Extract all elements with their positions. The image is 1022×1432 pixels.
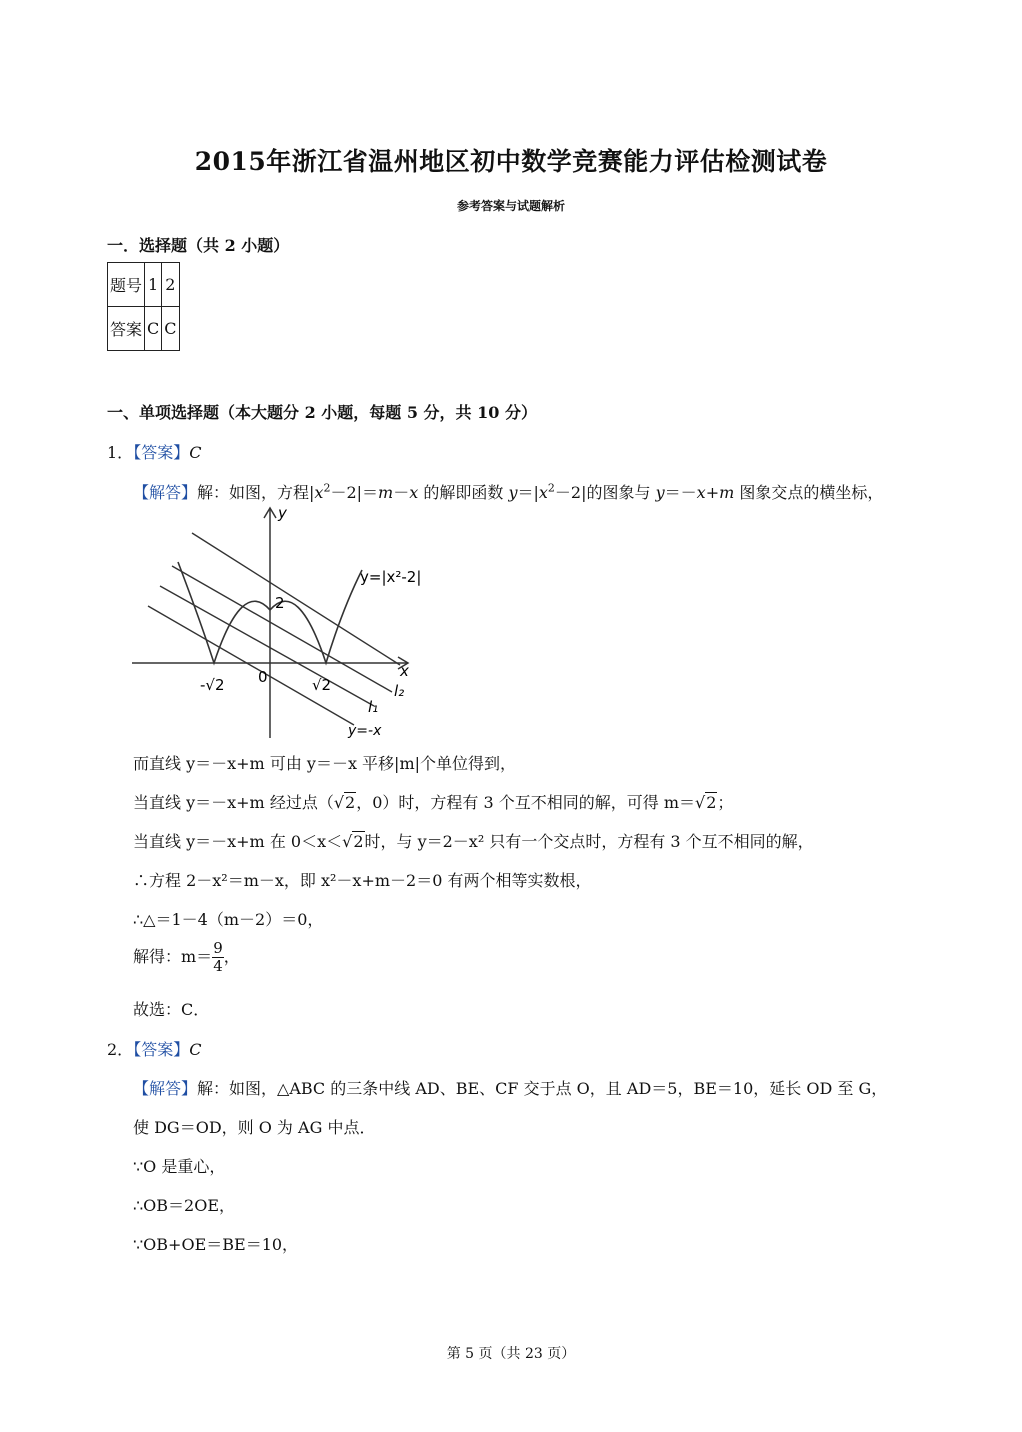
radicand: 2 [353,832,364,851]
section-heading-single: 一、单项选择题（本大题分 2 小题，每题 5 分，共 10 分） [107,403,537,422]
q2-number: 2． [107,1040,134,1059]
sqrt-expr: √2 [333,793,356,812]
radicand: 2 [706,793,717,812]
line-y-neg-x [148,606,354,725]
text: x [314,483,324,502]
page-title: 2015年浙江省温州地区初中数学竞赛能力评估检测试卷 [194,147,828,176]
radicand: 2 [345,793,356,812]
page-footer: 第 5 页（共 23 页） [446,1346,576,1362]
text: ； [717,793,734,812]
text: ， [223,947,240,966]
text: －2|的图象与 [554,483,656,502]
text: 解：如图，方程| [197,483,315,502]
text: 2 [547,481,555,495]
q2-line-4: ∴OB＝2OE， [133,1196,236,1215]
line-top [192,533,400,665]
line-l2 [172,566,392,692]
text: y [508,483,518,502]
denominator: 4 [213,957,223,975]
label-origin: 0 [258,668,268,686]
text: x [696,483,706,502]
q1-answer-tag: 【答案】 [133,443,190,462]
y-axis-label: y [278,504,287,522]
table-cell: 1 [145,263,162,307]
text: 当直线 y＝－x+m 经过点（ [133,793,334,812]
q2-line-5: ∵OB+OE＝BE＝10， [133,1235,299,1254]
text: x [538,483,548,502]
q1-line-5: ∴方程 2－x²＝m－x，即 x²－x+m－2＝0 有两个相等实数根， [133,871,592,890]
text: y [655,483,665,502]
text: ＝－ [664,483,697,502]
text: + [705,483,720,502]
table-cell: 题号 [108,263,145,307]
table-cell: 2 [162,263,179,307]
text: 解：如图，△ABC 的三条中线 AD、BE、CF 交于点 O，且 AD＝5，BE＝10，延长 OD 至 G， [197,1079,888,1098]
sqrt-expr: √2 [695,793,717,812]
page-subtitle: 参考答案与试题解析 [456,199,565,213]
label-l1: l₁ [368,698,379,716]
label-neg-sqrt2: -√2 [200,676,225,694]
q1-line-3 [133,790,733,813]
x-axis-label: x [400,662,409,680]
text: ＝| [517,483,539,502]
text: 的解即函数 [418,483,509,502]
table-cell: C [162,307,179,351]
q1-answer-line [107,440,201,463]
label-l2: l₂ [394,682,405,700]
text: －2|＝ [330,483,379,502]
sqrt-expr: √2 [342,832,364,851]
table-row [108,307,180,351]
text: 当直线 y＝－x+m 在 0＜x＜ [133,832,343,851]
q2-line-3: ∵O 是重心， [133,1157,226,1176]
text: m [719,483,735,502]
q2-line-2: 使 DG＝OD，则 O 为 AG 中点． [133,1118,376,1137]
text: － [393,483,410,502]
section-heading-choice: 一．选择题（共 2 小题） [107,236,290,255]
table-cell: C [145,307,162,351]
q2-analysis-line [133,1076,887,1099]
line-l1 [160,586,374,706]
fraction [212,940,224,975]
q2-answer: C [189,1040,202,1059]
text: 2 [323,481,331,495]
curve-label: y=|x²-2| [360,568,422,586]
function-graph [130,500,430,740]
q1-line-8: 故选：C． [133,1000,210,1019]
label-two: 2 [275,594,285,612]
text: ，0）时，方程有 3 个互不相同的解，可得 m＝ [356,793,696,812]
q1-analysis-tag: 【解答】 [133,483,198,502]
q2-answer-tag: 【答案】 [133,1040,190,1059]
q1-line-2: 而直线 y＝－x+m 可由 y＝－x 平移|m|个单位得到， [133,754,517,773]
q1-line-4 [133,829,814,852]
answer-table [107,262,180,351]
q1-answer: C [189,443,202,462]
q2-analysis-tag: 【解答】 [133,1079,198,1098]
q1-number: 1． [107,443,134,462]
q1-line-7 [133,940,240,975]
table-row [108,263,180,307]
text: x [409,483,419,502]
table-cell: 答案 [108,307,145,351]
label-y-neg-x: y=-x [348,723,382,739]
text: 图象交点的横坐标， [734,483,884,502]
label-sqrt2: √2 [312,676,332,694]
text: m [378,483,394,502]
q2-answer-line [107,1037,201,1060]
q1-line-6: ∴△＝1－4（m－2）＝0， [133,910,324,929]
numerator: 9 [213,939,223,957]
text: 时，与 y＝2－x² 只有一个交点时，方程有 3 个互不相同的解， [364,832,814,851]
text: 解得：m＝ [133,947,213,966]
